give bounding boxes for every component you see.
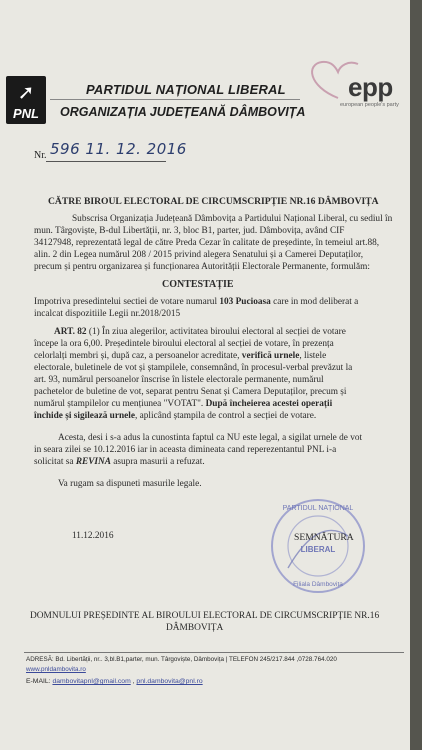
document-title: CONTESTAȚIE xyxy=(162,279,234,290)
stamp-mid-text: LIBERAL xyxy=(300,545,336,554)
official-stamp xyxy=(268,496,368,596)
registration-number: 596 11. 12. 2016 xyxy=(50,140,187,158)
footer-address: ADRESĂ: Bd. Libertății, nr.. 3,bl.B1,parter, mun. Târgoviște, Dâmbovița | TELEFON 245/217.844 ,0728.764.020 xyxy=(26,656,337,663)
epp-logo: epp xyxy=(348,72,393,102)
intro-line-5: precum și pentru organizarea și funcționarea Autorității Electorale Permanente, formulăm: xyxy=(34,262,370,272)
signature-label: SEMNĂTURA xyxy=(294,532,354,543)
document-date: 11.12.2016 xyxy=(72,531,114,541)
request-line: Va rugam sa dispuneti masurile legale. xyxy=(58,479,202,489)
pnl-logo-label: PNL xyxy=(13,106,39,121)
article-line-3: celorlalți membri și, după caz, a persoanelor acreditate, verifică urnele, listele xyxy=(34,351,327,361)
facts-line-3: solicitat sa REVINA asupra masurii a refuzat. xyxy=(34,457,205,467)
facts-line-2: in seara zilei se 10.12.2016 iar in aceasta dimineata cand reperezentantul PNL i-a xyxy=(34,445,337,455)
intro-line-4: alin. 2 din Legea numărul 208 / 2015 privind alegera Senatului și a Camerei Deputaților, xyxy=(34,250,364,260)
footer-divider xyxy=(24,652,404,653)
article-line-4: electorale, buletinele de vot și ștampilele, consemnând, în procesul-verbal prevăzut la xyxy=(34,363,353,373)
epp-subtitle: european people's party xyxy=(340,102,399,108)
article-line-1: ART. 82 (1) În ziua alegerilor, activitatea biroului electoral al secției de votare xyxy=(54,327,346,337)
party-name: PARTIDUL NAȚIONAL LIBERAL xyxy=(86,82,286,97)
footer-email-link-1[interactable]: dambovitapnl@gmail.com xyxy=(52,678,131,685)
recipient-heading: CĂTRE BIROUL ELECTORAL DE CIRCUMSCRIPȚIE NR.16 DÂMBOVIȚA xyxy=(48,196,379,207)
header-divider xyxy=(50,99,300,100)
intro-line-3: 34127948, reprezentată legal de către Preda Cezar în calitate de președinte, în temeiul art.88, xyxy=(34,238,380,248)
footer-website-link[interactable]: www.pnldambovita.ro xyxy=(26,666,86,673)
contest-line-1: Impotriva presedintelui sectiei de votare numarul 103 Pucioasa care in mod deliberat a xyxy=(34,297,359,307)
organization-name: ORGANIZAȚIA JUDEȚEANĂ DÂMBOVIȚA xyxy=(60,105,306,119)
intro-line-1: Subscrisa Organizația Județeană Dâmbovița a Partidului Național Liberal, cu sediul în xyxy=(72,214,393,224)
stamp-top-text: PARTIDUL NAȚIONAL xyxy=(282,505,354,512)
article-line-8: închide și sigilează urnele, aplicând ștampila de control a secției de votare. xyxy=(34,411,317,421)
addressee-line-2: DÂMBOVIȚA xyxy=(166,623,224,633)
footer-email-link-2[interactable]: pnl.dambovita@pnl.ro xyxy=(136,678,203,685)
stamp-bottom-text: Filiala Dâmbovița xyxy=(293,581,343,588)
intro-line-2: mun. Târgoviște, B-dul Libertății, nr. 3, bloc B1, parter, jud. Dâmbovița, având CIF xyxy=(34,226,345,236)
article-line-7: numărul ștampilelor cu mențiunea "VOTAT". După încheierea acestei operații xyxy=(34,399,333,409)
article-line-6: pachetelor de buletine de vot, separat pentru Senat și Camera Deputaților, precum și xyxy=(34,387,347,397)
arrow-icon: ➚ xyxy=(17,80,35,104)
page-edge-shadow xyxy=(410,0,422,750)
footer-email: E-MAIL: dambovitapnl@gmail.com , pnl.dambovita@pnl.ro xyxy=(26,678,203,685)
registration-line xyxy=(46,161,166,162)
article-line-2: începe la ora 6,00. Președintele biroului electoral al secției de votare, în prezența xyxy=(34,339,334,349)
registration-prefix: Nr. xyxy=(34,150,47,161)
contest-line-2: incalcat dispozitiile Legii nr.2018/2015 xyxy=(34,309,181,319)
article-line-5: art. 93, numărul persoanelor înscrise în listele electorale permanente, numărul xyxy=(34,375,324,385)
pnl-logo xyxy=(6,76,46,124)
addressee-line-1: DOMNULUI PREȘEDINTE AL BIROULUI ELECTORAL DE CIRCUMSCRIPȚIE NR.16 xyxy=(30,611,380,621)
facts-line-1: Acesta, desi i s-a adus la cunostinta faptul ca NU este legal, a sigilat urnele de vot xyxy=(58,433,363,443)
